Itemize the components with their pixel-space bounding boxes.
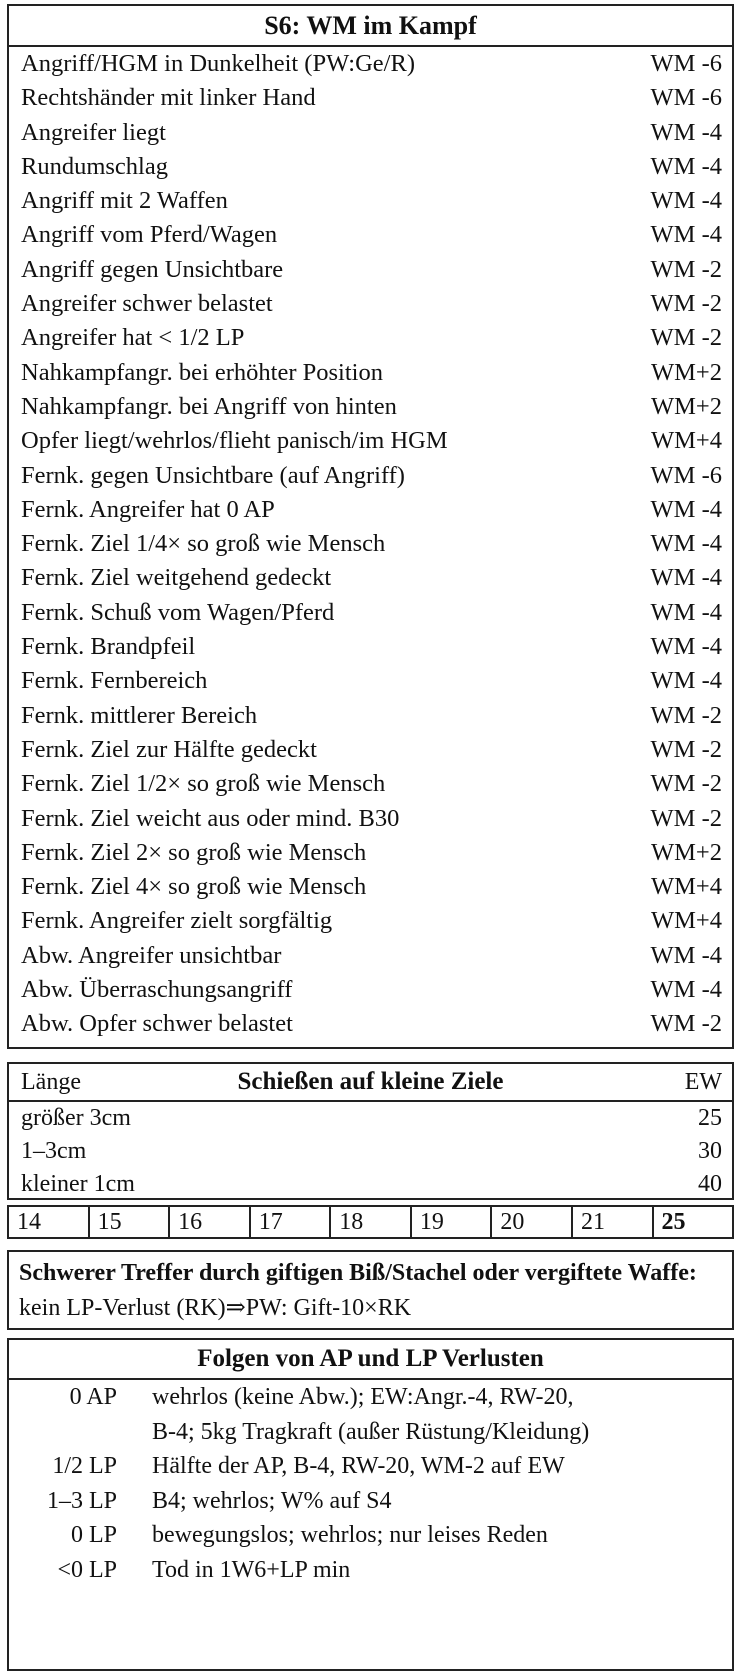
row-label: 1–3cm <box>21 1138 87 1164</box>
row-value: WM -4 <box>650 152 722 180</box>
row-value: WM -2 <box>650 255 722 283</box>
row-value: WM+4 <box>651 873 722 901</box>
row-label: Abw. Angreifer unsichtbar <box>21 941 282 969</box>
table-row <box>9 459 732 493</box>
ap-lp-verluste-table <box>7 1338 734 1671</box>
table-row <box>9 733 732 767</box>
kleine-ziele-table <box>7 1062 734 1200</box>
table-row <box>9 904 732 938</box>
row-value: WM -4 <box>650 221 722 249</box>
row-label: Angreifer schwer belastet <box>21 290 273 318</box>
row-label: Fernk. Angreifer hat 0 AP <box>21 495 275 523</box>
row-value: WM+2 <box>651 838 722 866</box>
table-row <box>9 664 732 698</box>
table-row <box>9 116 732 150</box>
row-label: Angriff vom Pferd/Wagen <box>21 221 278 249</box>
gift-note-text: kein LP-Verlust (RK)⇒PW: Gift-10×RK <box>19 1295 412 1321</box>
row-label: Fernk. Angreifer zielt sorgfältig <box>21 907 333 935</box>
table-row <box>9 390 732 424</box>
row-label: Fernk. Brandpfeil <box>21 633 196 661</box>
table-row <box>9 1135 732 1168</box>
table4-rows <box>9 1380 732 1588</box>
strip-cell: 17 <box>249 1207 330 1237</box>
row-label: Fernk. Schuß vom Wagen/Pferd <box>21 598 335 626</box>
row-key: <0 LP <box>57 1556 117 1583</box>
row-label: Fernk. gegen Unsichtbare (auf Angriff) <box>21 461 405 489</box>
table1-title: S6: WM im Kampf <box>9 6 732 47</box>
row-value: WM+4 <box>651 427 722 455</box>
row-value: WM -4 <box>650 976 722 1004</box>
table2-col-laenge: Länge <box>21 1069 81 1095</box>
strip-cell: 15 <box>88 1207 169 1237</box>
table-row <box>9 1553 732 1588</box>
table-row <box>9 870 732 904</box>
number-strip <box>7 1205 734 1239</box>
table-row <box>9 356 732 390</box>
row-label: Rundumschlag <box>21 152 168 180</box>
row-value: WM -2 <box>650 770 722 798</box>
row-label: Fernk. Ziel 1/2× so groß wie Mensch <box>21 770 386 798</box>
row-value: WM -2 <box>650 324 722 352</box>
row-value: WM+2 <box>651 358 722 386</box>
row-value: WM -6 <box>650 50 722 77</box>
row-value: WM -4 <box>650 633 722 661</box>
row-label: Angriff mit 2 Waffen <box>21 187 228 215</box>
row-label: Fernk. Fernbereich <box>21 667 208 695</box>
table-row <box>9 493 732 527</box>
row-value: WM -4 <box>650 667 722 695</box>
row-key: 0 LP <box>70 1522 117 1549</box>
table2-title: Schießen auf kleine Ziele <box>237 1068 504 1095</box>
table-row <box>9 1449 732 1484</box>
row-label: Fernk. Ziel zur Hälfte gedeckt <box>21 735 317 763</box>
row-label: Fernk. Ziel 2× so groß wie Mensch <box>21 838 367 866</box>
row-label: Angriff gegen Unsichtbare <box>21 255 284 283</box>
row-label: Nahkampfangr. bei Angriff von hinten <box>21 392 397 420</box>
table2-rows <box>9 1102 732 1201</box>
row-key: 1/2 LP <box>52 1453 117 1480</box>
table-row <box>9 150 732 184</box>
row-label: Rechtshänder mit linker Hand <box>21 84 316 112</box>
row-label: Opfer liegt/wehrlos/flieht panisch/im HGM <box>21 427 448 455</box>
row-value: WM -2 <box>650 1010 722 1038</box>
table-row <box>9 1168 732 1201</box>
row-label: Abw. Überraschungsangriff <box>21 976 293 1004</box>
table-row <box>9 802 732 836</box>
table-row <box>9 321 732 355</box>
table-row <box>9 1518 732 1553</box>
row-value: WM -4 <box>650 941 722 969</box>
row-label: Fernk. Ziel weicht aus oder mind. B30 <box>21 804 400 832</box>
strip-cell: 18 <box>329 1207 410 1237</box>
strip-cell: 20 <box>490 1207 571 1237</box>
row-label: Fernk. Ziel 1/4× so groß wie Mensch <box>21 530 386 558</box>
row-value: Hälfte der AP, B-4, RW-20, WM-2 auf EW <box>152 1453 565 1480</box>
table-row <box>9 1415 732 1450</box>
row-value: 40 <box>698 1171 722 1197</box>
strip-cell: 14 <box>17 1209 41 1235</box>
table-row <box>9 287 732 321</box>
wm-im-kampf-table <box>7 4 734 1049</box>
row-label: Fernk. mittlerer Bereich <box>21 701 258 729</box>
row-value: WM -4 <box>650 530 722 558</box>
table-row <box>9 767 732 801</box>
row-label: Angreifer liegt <box>21 118 166 146</box>
gift-treffer-note <box>7 1250 734 1330</box>
row-value: bewegungslos; wehrlos; nur leises Reden <box>152 1522 548 1549</box>
table-row <box>9 1380 732 1415</box>
strip-cell: 25 <box>652 1207 733 1237</box>
table2-col-ew: EW <box>684 1069 722 1095</box>
table-row <box>9 561 732 595</box>
table-row <box>9 253 732 287</box>
table4-title: Folgen von AP und LP Verlusten <box>9 1340 732 1380</box>
row-value: WM -4 <box>650 564 722 592</box>
row-value: WM -2 <box>650 735 722 763</box>
row-value: WM -6 <box>650 84 722 112</box>
row-value: 30 <box>698 1138 722 1164</box>
row-value: WM -2 <box>650 290 722 318</box>
table-row <box>9 81 732 115</box>
row-label: größer 3cm <box>21 1105 131 1131</box>
row-value: WM -2 <box>650 804 722 832</box>
strip-cell: 16 <box>168 1207 249 1237</box>
row-value: wehrlos (keine Abw.); EW:Angr.-4, RW-20, <box>152 1384 574 1410</box>
row-label: Angriff/HGM in Dunkelheit (PW:Ge/R) <box>21 50 415 77</box>
table-row <box>9 184 732 218</box>
table-row <box>9 630 732 664</box>
row-value: B-4; 5kg Tragkraft (außer Rüstung/Kleidung) <box>152 1418 590 1445</box>
row-label: Abw. Opfer schwer belastet <box>21 1010 293 1038</box>
table-row <box>9 699 732 733</box>
row-value: B4; wehrlos; W% auf S4 <box>152 1487 392 1514</box>
row-value: WM+2 <box>651 392 722 420</box>
row-label: kleiner 1cm <box>21 1171 135 1197</box>
table-row <box>9 424 732 458</box>
row-value: WM -4 <box>650 187 722 215</box>
table1-rows <box>9 47 732 1042</box>
row-label: Fernk. Ziel 4× so groß wie Mensch <box>21 873 367 901</box>
row-value: WM -6 <box>650 461 722 489</box>
table-row <box>9 1007 732 1041</box>
row-value: 25 <box>698 1105 722 1131</box>
row-value: WM+4 <box>651 907 722 935</box>
table-row <box>9 527 732 561</box>
table-row <box>9 596 732 630</box>
strip-cell: 19 <box>410 1207 491 1237</box>
row-value: WM -4 <box>650 495 722 523</box>
table-row <box>9 218 732 252</box>
table-row <box>9 939 732 973</box>
table-row <box>9 973 732 1007</box>
row-label: Nahkampfangr. bei erhöhter Position <box>21 358 383 386</box>
row-key: 0 AP <box>69 1384 117 1410</box>
table-row <box>9 1102 732 1135</box>
row-value: WM -2 <box>650 701 722 729</box>
strip-cell: 21 <box>571 1207 652 1237</box>
table-row <box>9 836 732 870</box>
table-row <box>9 1484 732 1519</box>
row-key: 1–3 LP <box>46 1487 117 1514</box>
row-value: WM -4 <box>650 118 722 146</box>
row-value: WM -4 <box>650 598 722 626</box>
table2-header <box>9 1064 732 1102</box>
row-label: Fernk. Ziel weitgehend gedeckt <box>21 564 332 592</box>
row-value: Tod in 1W6+LP min <box>152 1556 351 1583</box>
table-row <box>9 47 732 81</box>
gift-note-bold: Schwerer Treffer durch giftigen Biß/Stachel oder vergiftete Waffe: <box>19 1260 697 1286</box>
row-label: Angreifer hat < 1/2 LP <box>21 324 245 352</box>
